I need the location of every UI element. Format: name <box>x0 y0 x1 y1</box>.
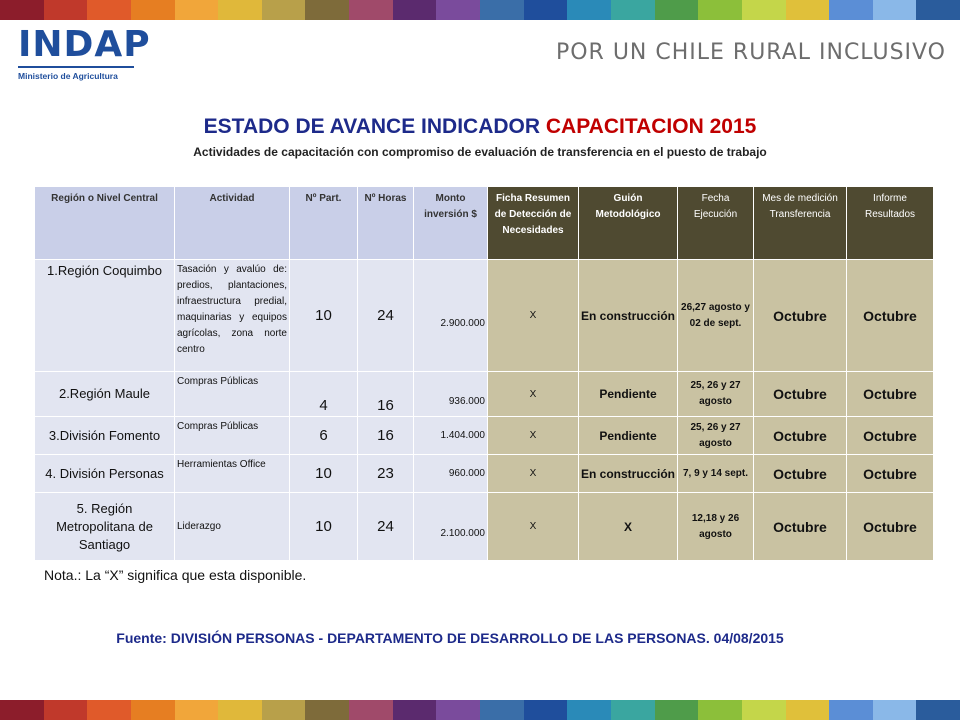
stripe-segment <box>218 0 262 20</box>
cell-region: 4. División Personas <box>35 455 175 493</box>
header-monto: Monto inversión $ <box>414 187 488 260</box>
cell-participantes: 10 <box>290 493 358 561</box>
cell-actividad: Tasación y avalúo de: predios, plantaciones, infraestructura predial, maquinarias y equipos agrícolas, zona norte centro <box>175 260 290 372</box>
stripe-segment <box>131 0 175 20</box>
stripe-segment <box>611 700 655 720</box>
stripe-segment <box>0 0 44 20</box>
stripe-segment <box>480 700 524 720</box>
cell-fecha: 12,18 y 26 agosto <box>678 493 754 561</box>
cell-horas: 23 <box>358 455 414 493</box>
stripe-segment <box>829 700 873 720</box>
slogan: POR UN CHILE RURAL INCLUSIVO <box>555 40 946 65</box>
cell-monto: 2.900.000 <box>414 260 488 372</box>
cell-fecha: 26,27 agosto y 02 de sept. <box>678 260 754 372</box>
cell-informe: Octubre <box>847 372 934 417</box>
stripe-segment <box>786 700 830 720</box>
cell-monto: 1.404.000 <box>414 417 488 455</box>
header-ficha: Ficha Resumen de Detección de Necesidades <box>488 187 579 260</box>
stripe-segment <box>87 0 131 20</box>
cell-informe: Octubre <box>847 493 934 561</box>
cell-ficha: X <box>488 455 579 493</box>
table-row <box>35 372 934 417</box>
page-subtitle: Actividades de capacitación con compromiso de evaluación de transferencia en el puesto de trabajo <box>193 145 767 159</box>
cell-fecha: 25, 26 y 27 agosto <box>678 372 754 417</box>
stripe-segment <box>916 700 960 720</box>
cell-participantes: 10 <box>290 455 358 493</box>
stripe-segment <box>698 700 742 720</box>
cell-actividad: Herramientas Office <box>175 455 290 493</box>
progress-table <box>34 186 934 561</box>
cell-region: 2.Región Maule <box>35 372 175 417</box>
header-region: Región o Nivel Central <box>35 187 175 260</box>
cell-fecha: 7, 9 y 14 sept. <box>678 455 754 493</box>
stripe-segment <box>393 0 437 20</box>
cell-mes: Octubre <box>754 417 847 455</box>
cell-mes: Octubre <box>754 493 847 561</box>
logo-subtitle: Ministerio de Agricultura <box>18 71 118 81</box>
cell-guion: En construcción <box>579 455 678 493</box>
stripe-segment <box>524 0 568 20</box>
cell-monto: 960.000 <box>414 455 488 493</box>
stripe-segment <box>655 700 699 720</box>
cell-region: 1.Región Coquimbo <box>35 260 175 372</box>
source-footer: Fuente: DIVISIÓN PERSONAS - DEPARTAMENTO DE DESARROLLO DE LAS PERSONAS. 04/08/2015 <box>116 630 784 646</box>
stripe-segment <box>698 0 742 20</box>
header-horas: Nº Horas <box>358 187 414 260</box>
stripe-segment <box>87 700 131 720</box>
title-part-2: CAPACITACION 2015 <box>545 115 757 138</box>
cell-actividad: Liderazgo <box>175 493 290 561</box>
header-informe: Informe Resultados <box>847 187 934 260</box>
table-row <box>35 417 934 455</box>
logo-name: INDAP <box>18 24 151 65</box>
cell-informe: Octubre <box>847 260 934 372</box>
cell-mes: Octubre <box>754 455 847 493</box>
top-color-stripe <box>0 0 960 20</box>
cell-region: 5. Región Metropolitana de Santiago <box>35 493 175 561</box>
cell-ficha: X <box>488 493 579 561</box>
cell-guion: Pendiente <box>579 372 678 417</box>
cell-informe: Octubre <box>847 417 934 455</box>
stripe-segment <box>44 0 88 20</box>
cell-ficha: X <box>488 260 579 372</box>
header-guion: Guión Metodológico <box>579 187 678 260</box>
stripe-segment <box>567 700 611 720</box>
page-title <box>0 115 960 139</box>
stripe-segment <box>873 700 917 720</box>
cell-monto: 936.000 <box>414 372 488 417</box>
cell-mes: Octubre <box>754 372 847 417</box>
cell-actividad: Compras Públicas <box>175 372 290 417</box>
stripe-segment <box>567 0 611 20</box>
header-participantes: Nº Part. <box>290 187 358 260</box>
title-part-1: ESTADO DE AVANCE INDICADOR <box>203 115 546 138</box>
cell-horas: 16 <box>358 417 414 455</box>
cell-horas: 24 <box>358 493 414 561</box>
note: Nota.: La “X” significa que esta disponible. <box>44 567 307 583</box>
table-row <box>35 455 934 493</box>
table-row <box>35 260 934 372</box>
cell-guion: X <box>579 493 678 561</box>
cell-mes: Octubre <box>754 260 847 372</box>
stripe-segment <box>262 700 306 720</box>
stripe-segment <box>742 700 786 720</box>
stripe-segment <box>0 700 44 720</box>
stripe-segment <box>305 0 349 20</box>
stripe-segment <box>611 0 655 20</box>
stripe-segment <box>44 700 88 720</box>
stripe-segment <box>218 700 262 720</box>
cell-horas: 16 <box>358 372 414 417</box>
cell-fecha: 25, 26 y 27 agosto <box>678 417 754 455</box>
stripe-segment <box>655 0 699 20</box>
stripe-segment <box>742 0 786 20</box>
cell-participantes: 4 <box>290 372 358 417</box>
stripe-segment <box>393 700 437 720</box>
header-fecha: Fecha Ejecución <box>678 187 754 260</box>
stripe-segment <box>349 700 393 720</box>
stripe-segment <box>480 0 524 20</box>
indap-logo <box>18 24 151 81</box>
cell-monto: 2.100.000 <box>414 493 488 561</box>
stripe-segment <box>175 0 219 20</box>
header-actividad: Actividad <box>175 187 290 260</box>
stripe-segment <box>262 0 306 20</box>
cell-participantes: 6 <box>290 417 358 455</box>
stripe-segment <box>305 700 349 720</box>
cell-ficha: X <box>488 417 579 455</box>
stripe-segment <box>786 0 830 20</box>
stripe-segment <box>873 0 917 20</box>
cell-actividad: Compras Públicas <box>175 417 290 455</box>
bottom-color-stripe <box>0 700 960 720</box>
cell-guion: Pendiente <box>579 417 678 455</box>
logo-divider <box>18 66 134 68</box>
stripe-segment <box>349 0 393 20</box>
cell-guion: En construcción <box>579 260 678 372</box>
stripe-segment <box>175 700 219 720</box>
stripe-segment <box>916 0 960 20</box>
header-mes: Mes de medición Transferencia <box>754 187 847 260</box>
cell-ficha: X <box>488 372 579 417</box>
stripe-segment <box>436 700 480 720</box>
table-header-row <box>35 187 934 260</box>
cell-participantes: 10 <box>290 260 358 372</box>
cell-region: 3.División Fomento <box>35 417 175 455</box>
table-row <box>35 493 934 561</box>
stripe-segment <box>524 700 568 720</box>
stripe-segment <box>436 0 480 20</box>
stripe-segment <box>131 700 175 720</box>
stripe-segment <box>829 0 873 20</box>
cell-horas: 24 <box>358 260 414 372</box>
cell-informe: Octubre <box>847 455 934 493</box>
